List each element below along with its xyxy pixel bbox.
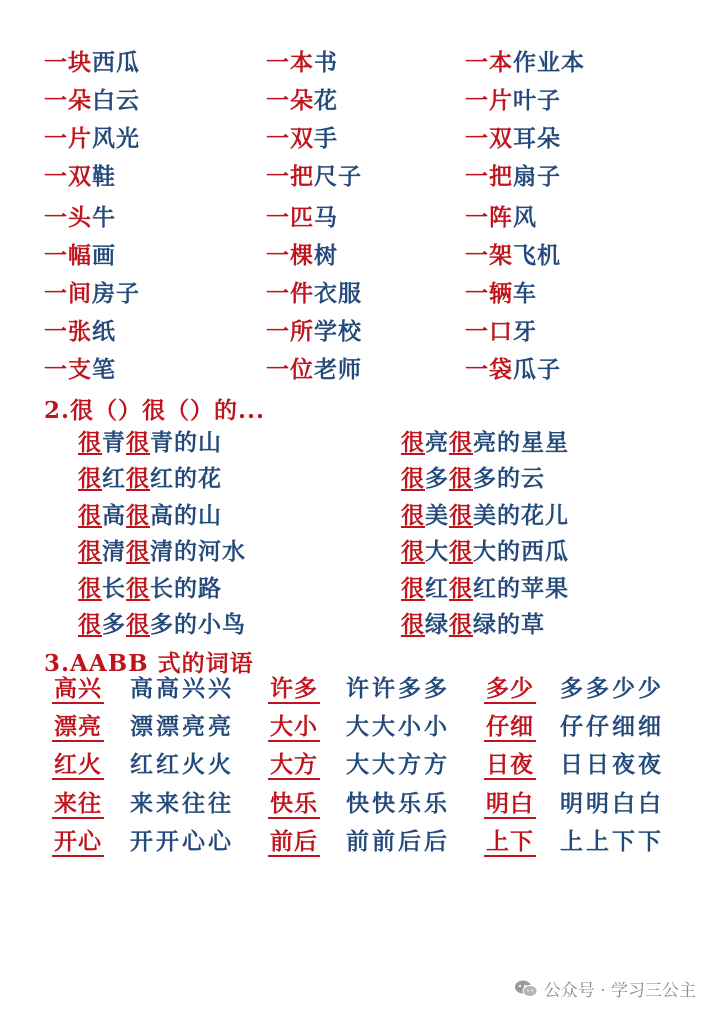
aabb-base-word: 红火: [54, 751, 102, 779]
noun: 尺子: [314, 163, 362, 190]
measure-word: 一把: [465, 163, 513, 190]
noun: 飞机: [513, 242, 561, 269]
measure-word: 一支: [44, 356, 92, 383]
hen-char: 很: [449, 574, 473, 602]
hen-char: 很: [126, 501, 150, 529]
measure-word: 一片: [465, 87, 513, 114]
hen-phrase: [78, 460, 398, 496]
measure-word: 一件: [266, 280, 314, 307]
noun: 白云: [92, 87, 140, 114]
measure-word-phrase: [465, 237, 561, 270]
hen-list-right: [401, 424, 720, 642]
aabb-base-word: 高兴: [54, 675, 102, 702]
noun: 风光: [92, 125, 140, 152]
hen-fill-b: 亮的星星: [473, 429, 569, 456]
measure-word-phrase: [266, 237, 338, 270]
aabb-expanded-word: 高高兴兴: [130, 675, 234, 702]
measure-word: 一辆: [465, 280, 513, 307]
aabb-expanded-word: 来来往往: [130, 789, 234, 817]
measure-word-phrase: [266, 82, 338, 115]
measure-word-phrase: [266, 158, 362, 191]
measure-word: 一棵: [266, 242, 314, 269]
measure-word-phrase: [266, 351, 362, 384]
measure-word-phrase: [44, 199, 116, 232]
measure-word: 一朵: [266, 87, 314, 114]
hen-fill-b: 多的小鸟: [150, 610, 246, 638]
measure-word-phrase: [465, 44, 585, 77]
hen-fill-a: 美: [425, 501, 449, 529]
measure-word: 一双: [44, 163, 92, 190]
aabb-base-word: 日夜: [486, 751, 534, 779]
measure-word: 一袋: [465, 356, 513, 383]
measure-word-row: [44, 120, 704, 158]
measure-word-phrase: [266, 275, 362, 308]
hen-list-left: [78, 424, 398, 642]
noun: 瓜子: [513, 356, 561, 383]
measure-word: 一张: [44, 318, 92, 345]
measure-word-row: [44, 351, 704, 389]
hen-phrase: [78, 497, 398, 533]
aabb-expanded-word: 红红火火: [130, 751, 234, 779]
hen-fill-a: 亮: [425, 429, 449, 456]
hen-char: 很: [449, 429, 473, 456]
noun: 风: [513, 204, 537, 231]
noun: 耳朵: [513, 125, 561, 152]
measure-word: 一口: [465, 318, 513, 345]
aabb-base-word: 开心: [54, 827, 102, 855]
hen-phrase: [401, 497, 720, 533]
hen-char: 很: [78, 429, 102, 456]
aabb-table: [52, 676, 692, 867]
hen-char: 很: [449, 538, 473, 566]
measure-word-row: [44, 275, 704, 313]
noun: 房子: [92, 280, 140, 307]
noun: 笔: [92, 356, 116, 383]
hen-char: 很: [78, 538, 102, 566]
measure-word: 一本: [266, 49, 314, 76]
hen-phrase: [401, 533, 720, 569]
measure-word-phrase: [44, 351, 116, 384]
aabb-expanded-word: 多多少少: [560, 675, 664, 702]
hen-char: 很: [78, 465, 102, 493]
measure-word-phrase: [465, 313, 537, 346]
measure-word-phrase: [465, 82, 561, 115]
aabb-row: [52, 829, 692, 867]
measure-word-row: [44, 44, 704, 82]
hen-char: 很: [126, 610, 150, 638]
aabb-base-word: 仔细: [486, 713, 534, 741]
measure-word: 一块: [44, 49, 92, 76]
hen-char: 很: [401, 501, 425, 529]
watermark-text: 公众号 · 学习三公主: [543, 981, 696, 1001]
measure-word: 一头: [44, 204, 92, 231]
noun: 花: [314, 87, 338, 114]
hen-phrase: [401, 424, 720, 460]
section3-heading: 3.AABB 式的词语: [44, 650, 254, 677]
aabb-base-word: 大小: [270, 713, 318, 741]
noun: 书: [314, 49, 338, 76]
aabb-expanded-word: 大大方方: [346, 751, 450, 779]
hen-char: 很: [401, 465, 425, 493]
hen-char: 很: [78, 574, 102, 602]
noun: 鞋: [92, 163, 116, 190]
measure-word: 一本: [465, 49, 513, 76]
aabb-base-word: 前后: [270, 827, 318, 855]
hen-fill-b: 长的路: [150, 574, 222, 602]
measure-word-phrase: [266, 44, 338, 77]
hen-fill-a: 红: [425, 574, 449, 602]
hen-fill-b: 红的苹果: [473, 574, 569, 602]
measure-word: 一片: [44, 125, 92, 152]
measure-word: 一阵: [465, 204, 513, 231]
hen-char: 很: [401, 538, 425, 566]
hen-fill-b: 大的西瓜: [473, 538, 569, 566]
aabb-expanded-word: 大大小小: [346, 713, 450, 741]
hen-phrase: [401, 460, 720, 496]
measure-word-grid: [44, 44, 704, 389]
measure-word-phrase: [44, 158, 116, 191]
hen-fill-a: 红: [102, 465, 126, 493]
aabb-expanded-word: 前前后后: [346, 827, 450, 855]
hen-fill-b: 美的花儿: [473, 501, 569, 529]
aabb-base-word: 多少: [486, 675, 534, 702]
measure-word-row: [44, 82, 704, 120]
aabb-base-word: 大方: [270, 751, 318, 779]
aabb-row: [52, 676, 692, 714]
hen-char: 很: [449, 465, 473, 493]
aabb-base-word: 许多: [270, 675, 318, 702]
hen-fill-a: 高: [102, 501, 126, 529]
measure-word-phrase: [465, 199, 537, 232]
hen-char: 很: [401, 574, 425, 602]
aabb-expanded-word: 上上下下: [560, 827, 664, 855]
aabb-base-word: 快乐: [270, 789, 318, 817]
hen-fill-a: 清: [102, 538, 126, 566]
noun: 西瓜: [92, 49, 140, 76]
aabb-base-word: 漂亮: [54, 713, 102, 741]
hen-fill-a: 绿: [425, 610, 449, 638]
noun: 画: [92, 242, 116, 269]
measure-word: 一间: [44, 280, 92, 307]
measure-word-phrase: [44, 313, 116, 346]
hen-char: 很: [401, 429, 425, 456]
aabb-expanded-word: 日日夜夜: [560, 751, 664, 779]
aabb-row: [52, 714, 692, 752]
noun: 马: [314, 204, 338, 231]
measure-word-phrase: [44, 120, 140, 153]
measure-word-row: [44, 158, 704, 196]
measure-word-row: [44, 199, 704, 237]
noun: 学校: [314, 318, 362, 345]
measure-word: 一架: [465, 242, 513, 269]
hen-fill-a: 大: [425, 538, 449, 566]
measure-word-phrase: [465, 120, 561, 153]
noun: 叶子: [513, 87, 561, 114]
aabb-expanded-word: 漂漂亮亮: [130, 713, 234, 741]
hen-fill-a: 多: [425, 465, 449, 493]
measure-word: 一所: [266, 318, 314, 345]
hen-char: 很: [449, 501, 473, 529]
measure-word: 一位: [266, 356, 314, 383]
noun: 牛: [92, 204, 116, 231]
aabb-expanded-word: 仔仔细细: [560, 713, 664, 741]
hen-phrase: [78, 570, 398, 606]
hen-char: 很: [126, 429, 150, 456]
measure-word: 一朵: [44, 87, 92, 114]
measure-word-phrase: [266, 313, 362, 346]
measure-word-phrase: [266, 199, 338, 232]
hen-phrase: [78, 606, 398, 642]
wechat-icon: [514, 979, 538, 999]
measure-word-phrase: [465, 275, 537, 308]
noun: 树: [314, 242, 338, 269]
hen-fill-a: 长: [102, 574, 126, 602]
measure-word-phrase: [44, 82, 140, 115]
watermark: [514, 976, 696, 1001]
aabb-row: [52, 752, 692, 790]
measure-word: 一双: [465, 125, 513, 152]
measure-word: 一幅: [44, 242, 92, 269]
noun: 衣服: [314, 280, 362, 307]
hen-phrase: [401, 606, 720, 642]
measure-word-phrase: [44, 275, 140, 308]
aabb-expanded-word: 开开心心: [130, 827, 234, 855]
hen-fill-b: 红的花: [150, 465, 222, 493]
noun: 纸: [92, 318, 116, 345]
aabb-base-word: 上下: [486, 827, 534, 855]
hen-phrase: [78, 424, 398, 460]
hen-char: 很: [78, 610, 102, 638]
hen-fill-b: 清的河水: [150, 538, 246, 566]
measure-word-phrase: [465, 351, 561, 384]
measure-word: 一匹: [266, 204, 314, 231]
aabb-expanded-word: 许许多多: [346, 675, 450, 702]
noun: 牙: [513, 318, 537, 345]
hen-fill-a: 青: [102, 429, 126, 456]
hen-fill-b: 绿的草: [473, 610, 545, 638]
hen-phrase: [401, 570, 720, 606]
aabb-base-word: 来往: [54, 789, 102, 817]
measure-word-row: [44, 237, 704, 275]
noun: 车: [513, 280, 537, 307]
measure-word-phrase: [44, 237, 116, 270]
aabb-base-word: 明白: [486, 789, 534, 817]
noun: 老师: [314, 356, 362, 383]
hen-char: 很: [401, 610, 425, 638]
noun: 扇子: [513, 163, 561, 190]
aabb-expanded-word: 明明白白: [560, 789, 664, 817]
measure-word-phrase: [44, 44, 140, 77]
noun: 手: [314, 125, 338, 152]
measure-word-row: [44, 313, 704, 351]
hen-char: 很: [449, 610, 473, 638]
noun: 作业本: [513, 49, 585, 76]
hen-fill-b: 多的云: [473, 465, 545, 493]
aabb-row: [52, 791, 692, 829]
measure-word: 一把: [266, 163, 314, 190]
hen-char: 很: [126, 465, 150, 493]
hen-char: 很: [126, 538, 150, 566]
hen-char: 很: [126, 574, 150, 602]
measure-word-phrase: [266, 120, 338, 153]
hen-fill-b: 高的山: [150, 501, 222, 529]
hen-phrase: [78, 533, 398, 569]
hen-fill-a: 多: [102, 610, 126, 638]
measure-word: 一双: [266, 125, 314, 152]
section2-heading: 2.很（）很（）的...: [44, 397, 266, 424]
hen-fill-b: 青的山: [150, 429, 222, 456]
aabb-expanded-word: 快快乐乐: [346, 789, 450, 817]
hen-char: 很: [78, 501, 102, 529]
measure-word-phrase: [465, 158, 561, 191]
